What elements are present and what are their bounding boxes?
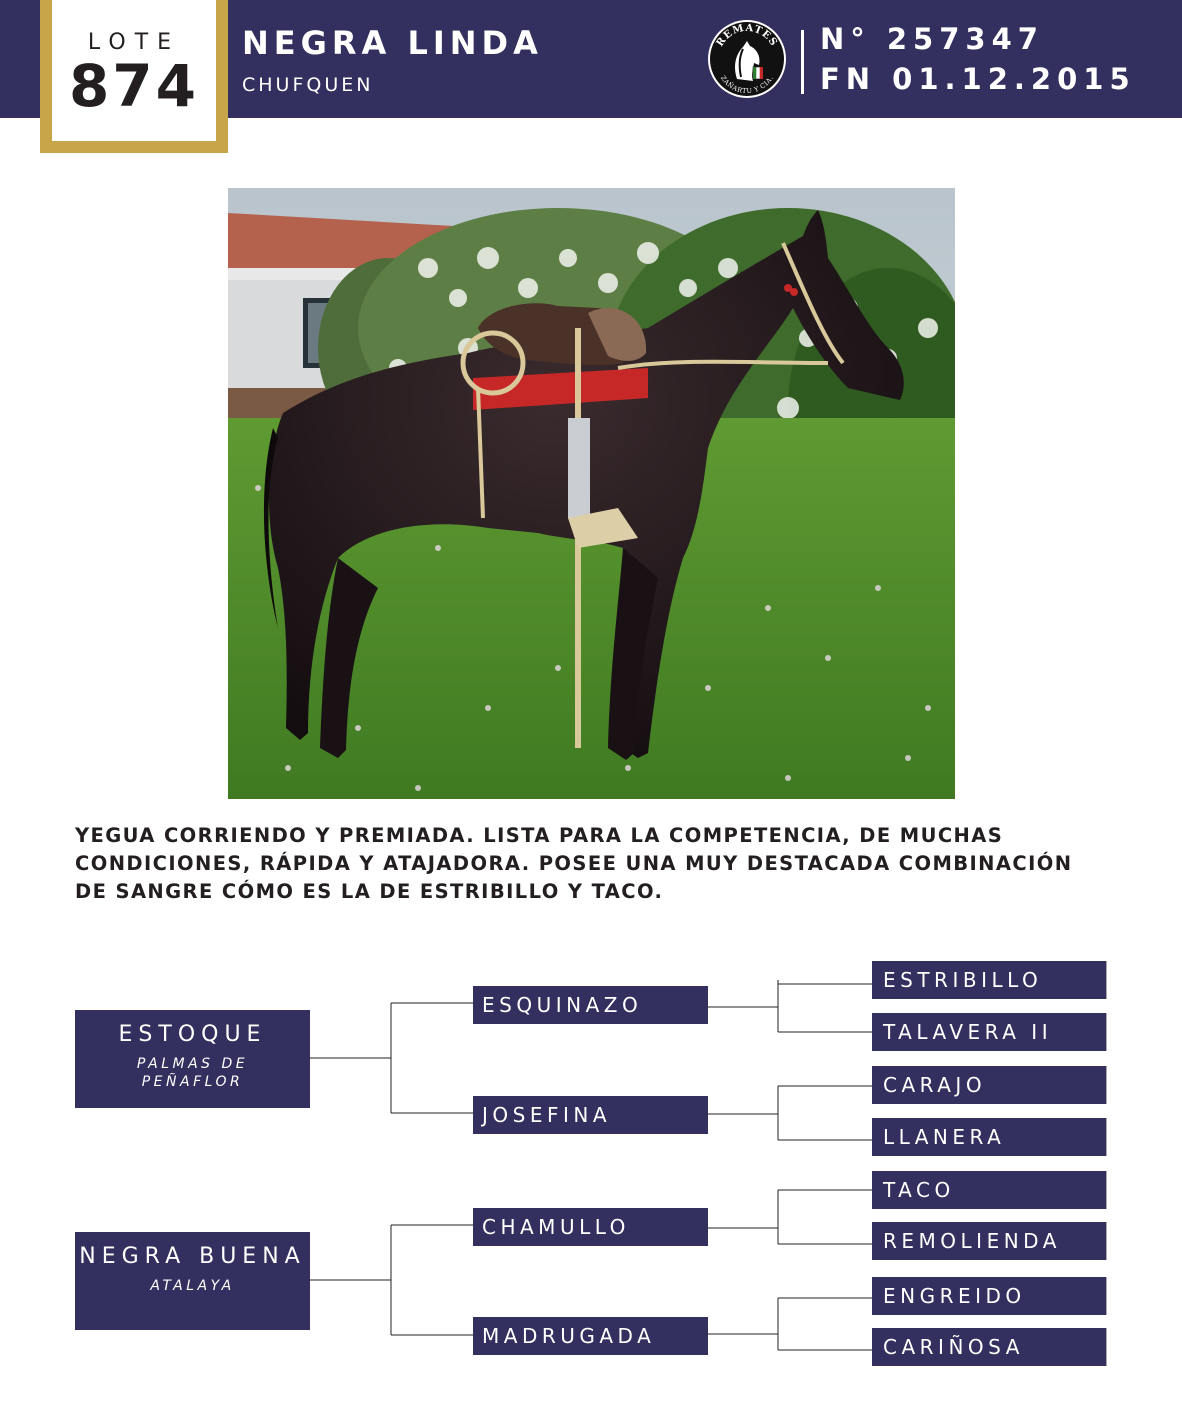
pedigree-grandparent — [473, 1096, 708, 1134]
horse-description: YEGUA CORRIENDO Y PREMIADA. LISTA PARA LA COMPETENCIA, DE MUCHAS CONDICIONES, RÁPIDA Y ATAJADORA. POSEE UNA MUY DESTACADA COMBINACIÓN DE SANGRE CÓMO ES LA DE ESTRIBILLO Y TACO. — [75, 824, 1073, 903]
dam-name: NEGRA BUENA — [79, 1244, 306, 1269]
grandparent-name: MADRUGADA — [482, 1324, 656, 1348]
horse-origin: CHUFQUEN — [242, 74, 374, 96]
pedigree-dam — [75, 1232, 310, 1330]
birth-date: FN 01.12.2015 — [820, 62, 1136, 96]
logo-bottom-text: ZAÑARTU Y CIA. — [718, 74, 776, 96]
grandparent-name: ESQUINAZO — [482, 993, 643, 1017]
pedigree-great-grandparent — [872, 1066, 1107, 1104]
great-grandparent-name: ESTRIBILLO — [883, 968, 1043, 992]
pedigree-great-grandparent — [872, 1277, 1107, 1315]
registration-number: N° 257347 — [820, 22, 1044, 56]
sire-name: ESTOQUE — [118, 1022, 267, 1047]
pedigree-great-grandparent — [872, 1118, 1107, 1156]
sire-parent: PALMAS DE PEÑAFLOR — [136, 1056, 249, 1090]
lot-badge — [40, 0, 228, 153]
pedigree-great-grandparent — [872, 1013, 1107, 1051]
great-grandparent-name: REMOLIENDA — [883, 1229, 1061, 1253]
grandparent-name: JOSEFINA — [482, 1103, 612, 1127]
lot-number: 874 — [68, 52, 200, 120]
great-grandparent-name: LLANERA — [883, 1125, 1006, 1149]
pedigree-great-grandparent — [872, 1171, 1107, 1209]
great-grandparent-name: ENGREIDO — [883, 1284, 1026, 1308]
pedigree-grandparent — [473, 1317, 708, 1355]
header-divider — [801, 30, 804, 94]
lot-label: LOTE — [87, 30, 181, 55]
grandparent-name: CHAMULLO — [482, 1215, 630, 1239]
pedigree-grandparent — [473, 986, 708, 1024]
pedigree-grandparent — [473, 1208, 708, 1246]
great-grandparent-name: CARAJO — [883, 1073, 987, 1097]
pedigree-sire — [75, 1010, 310, 1108]
great-grandparent-name: TACO — [883, 1178, 955, 1202]
great-grandparent-name: TALAVERA II — [883, 1020, 1053, 1044]
horse-photo — [228, 188, 955, 799]
horse-name: NEGRA LINDA — [242, 24, 543, 62]
pedigree-great-grandparent — [872, 1328, 1107, 1366]
pedigree-great-grandparent — [872, 961, 1107, 999]
logo-top-text: REMATES — [714, 22, 780, 49]
remates-zanartu-logo — [707, 19, 787, 99]
great-grandparent-name: CARIÑOSA — [883, 1335, 1024, 1359]
pedigree-great-grandparent — [872, 1222, 1107, 1260]
dam-parent: ATALAYA — [150, 1278, 235, 1294]
